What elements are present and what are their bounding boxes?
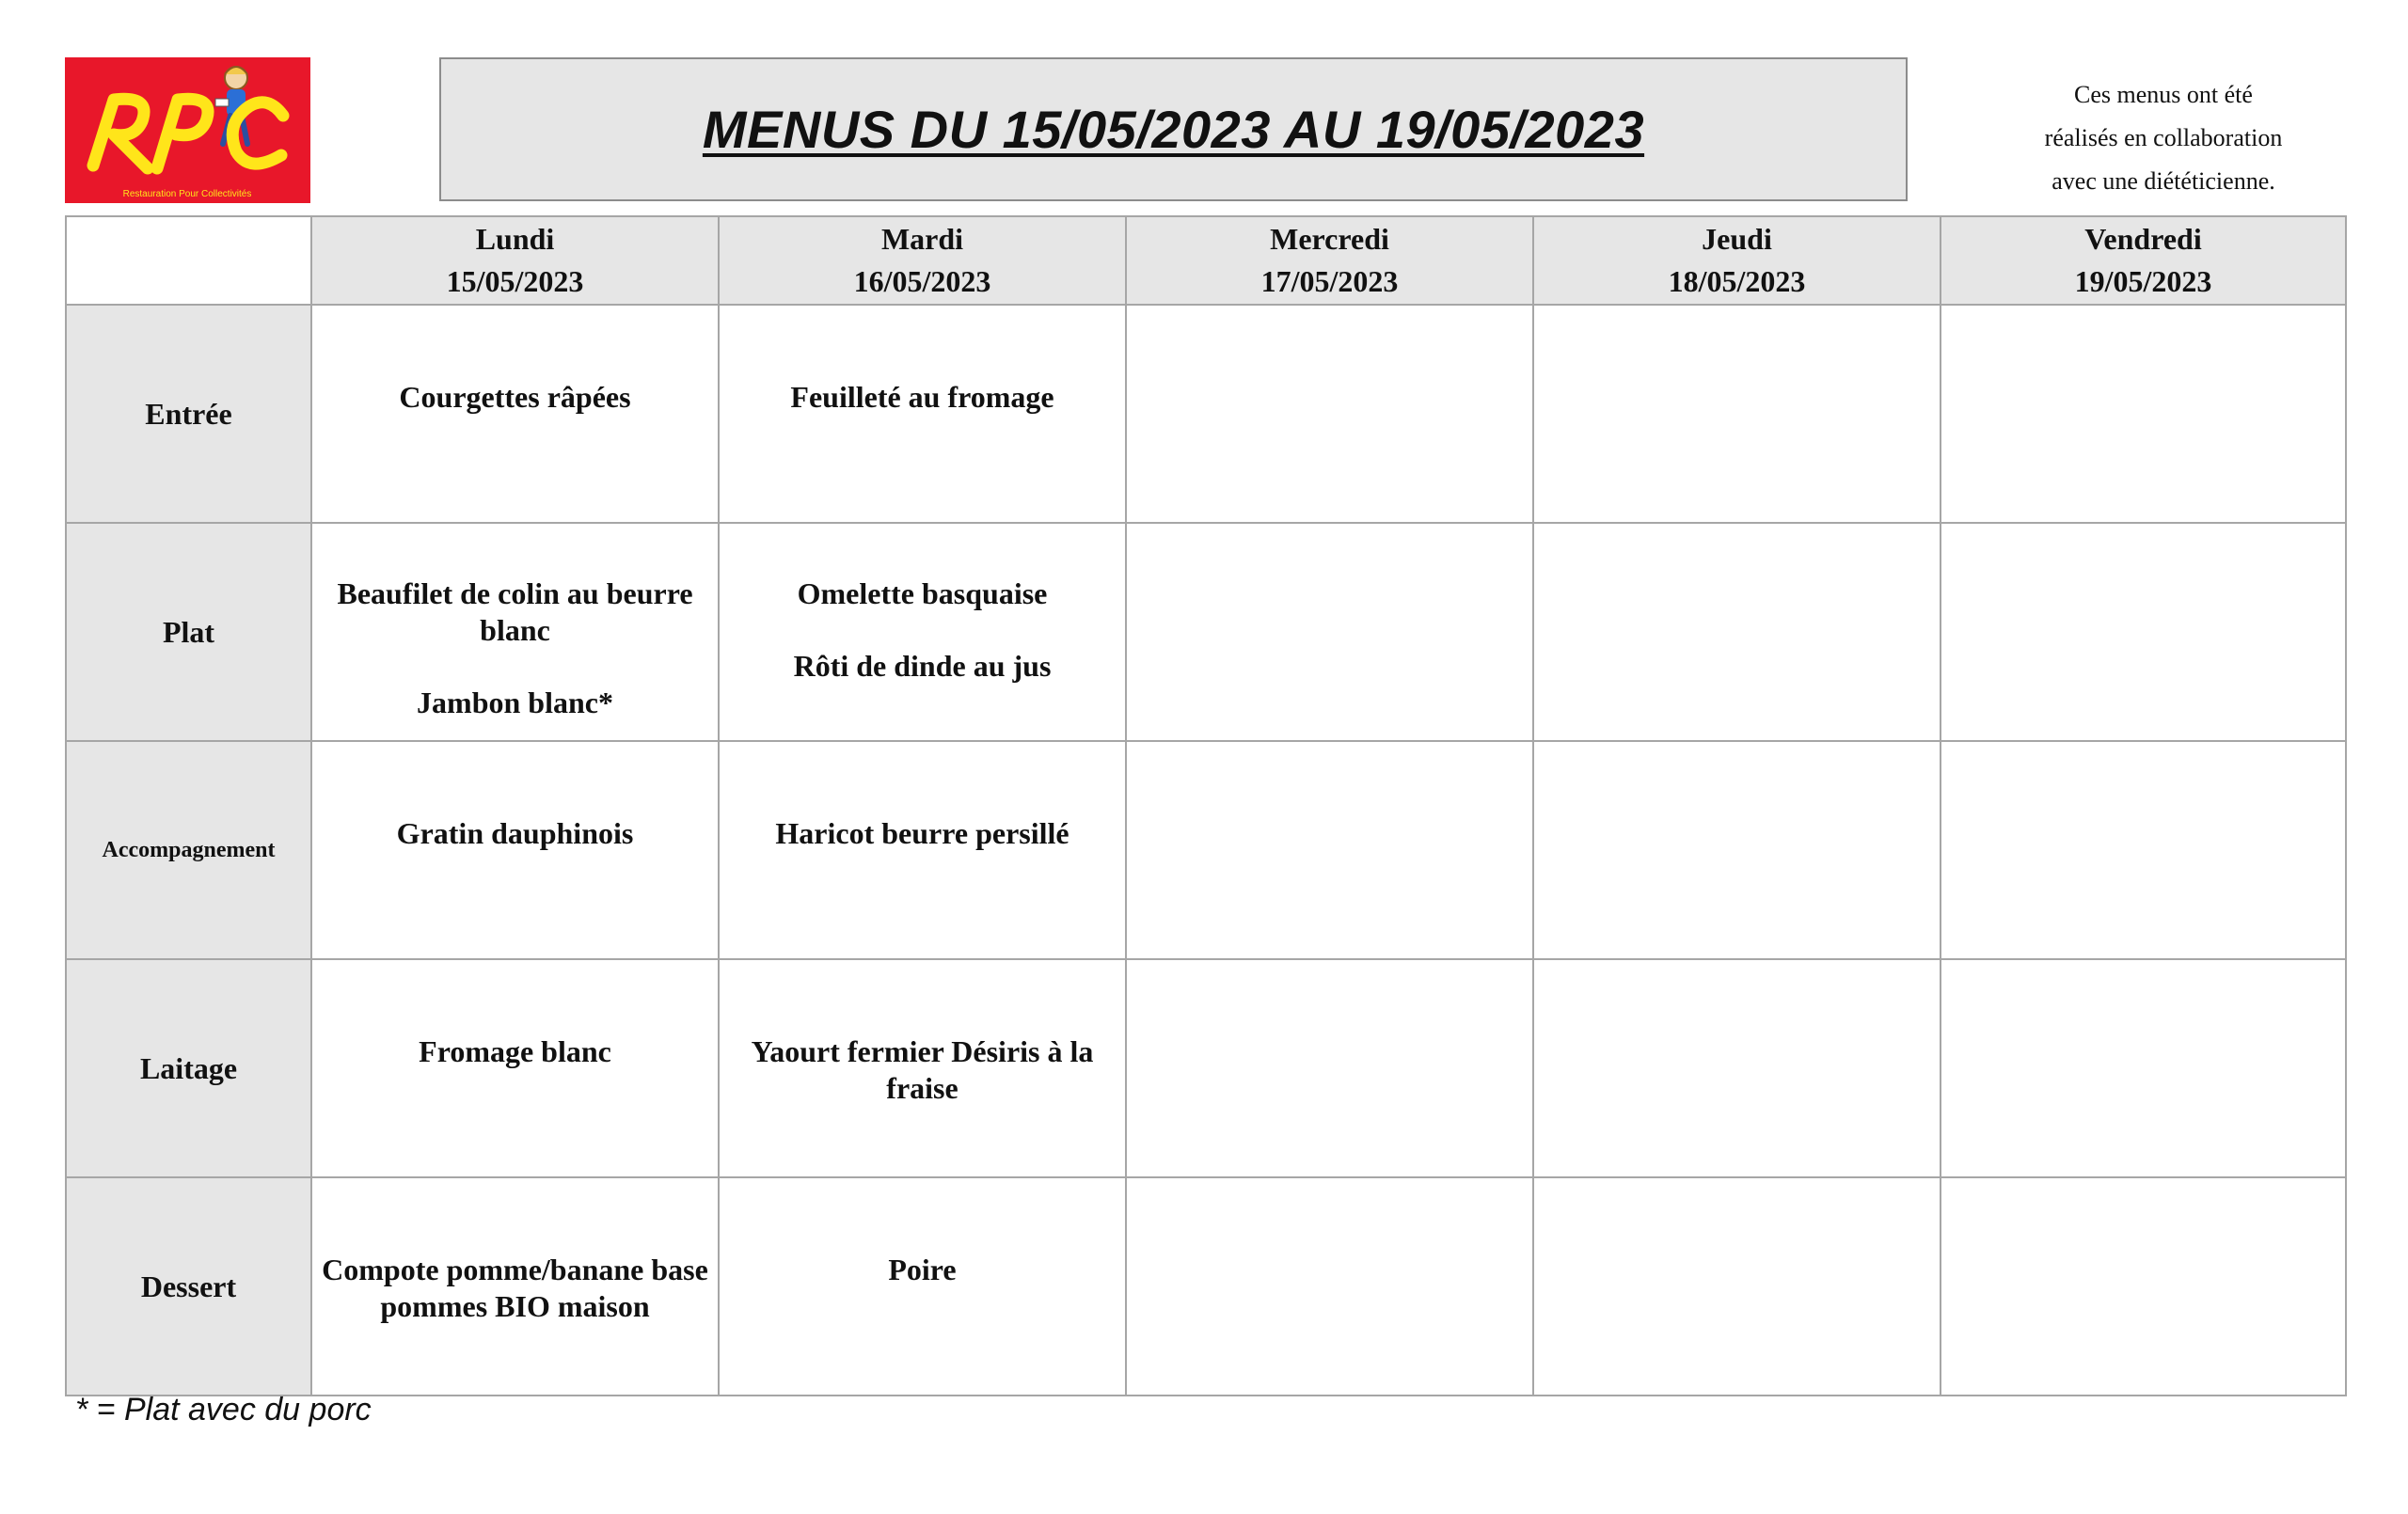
dish: Courgettes râpées [399,380,631,414]
menu-cell [1533,1177,1941,1396]
row-dessert [66,1177,2346,1396]
dish: Omelette basquaise [797,576,1048,610]
dish: Fromage blanc [419,1034,611,1068]
day-header-lundi [311,216,719,305]
menu-cell [1941,523,2346,741]
menu-cell [1533,959,1941,1177]
page-title: MENUS DU 15/05/2023 AU 19/05/2023 [702,100,1645,159]
logo-tagline: Restauration Pour Collectivités [122,189,252,199]
row-laitage [66,959,2346,1177]
dietitian-note [1956,73,2370,203]
pork-footnote: * = Plat avec du porc [75,1392,372,1427]
menu-table [65,215,2347,1396]
menu-cell [719,1177,1126,1396]
row-label: Entrée [66,305,311,523]
header-row [66,216,2346,305]
menu-cell [311,959,719,1177]
title-banner [439,57,1908,201]
menu-cell [1941,1177,2346,1396]
dish: Beaufilet de colin au beurre blanc [337,576,693,647]
row-accompagnement [66,741,2346,959]
row-label: Plat [66,523,311,741]
menu-cell [311,741,719,959]
menu-cell [311,1177,719,1396]
rpc-logo-graphic [65,57,310,203]
row-plat [66,523,2346,741]
day-date: 16/05/2023 [853,264,991,298]
menu-cell [1126,959,1533,1177]
dish: Jambon blanc* [417,686,613,719]
menu-cell [1533,523,1941,741]
day-date: 15/05/2023 [446,264,584,298]
corner-cell [66,216,311,305]
dish: Yaourt fermier Désiris à la fraise [751,1034,1094,1105]
day-date: 18/05/2023 [1668,264,1806,298]
row-label: Dessert [66,1177,311,1396]
day-name: Mercredi [1270,222,1389,256]
dish: Rôti de dinde au jus [793,649,1052,683]
menu-cell [1126,305,1533,523]
note-line: Ces menus ont été [2074,81,2253,108]
menu-cell [1533,305,1941,523]
day-header-mercredi [1126,216,1533,305]
day-header-vendredi [1941,216,2346,305]
row-label: Accompagnement [66,741,311,959]
day-name: Vendredi [2084,222,2202,256]
day-name: Mardi [880,222,964,256]
menu-cell [311,305,719,523]
menu-cell [1126,1177,1533,1396]
dish: Poire [888,1253,957,1286]
menu-cell [1126,523,1533,741]
day-name: Jeudi [1702,222,1772,256]
note-line: réalisés en collaboration [2044,124,2283,151]
day-date: 17/05/2023 [1260,264,1399,298]
dish: Feuilleté au fromage [790,380,1054,414]
dish: Compote pomme/banane base pommes BIO maison [322,1253,708,1323]
menu-cell [719,959,1126,1177]
menu-cell [311,523,719,741]
menu-cell [1533,741,1941,959]
dish: Haricot beurre persillé [775,816,1069,850]
menu-cell [1126,741,1533,959]
dish: Gratin dauphinois [396,816,634,850]
row-label: Laitage [66,959,311,1177]
rpc-logo [65,57,310,203]
day-date: 19/05/2023 [2074,264,2212,298]
menu-cell [719,523,1126,741]
note-line: avec une diététicienne. [2052,167,2275,195]
day-header-jeudi [1533,216,1941,305]
menu-cell [719,305,1126,523]
menu-cell [1941,741,2346,959]
menu-cell [719,741,1126,959]
day-name: Lundi [475,222,555,256]
day-header-mardi [719,216,1126,305]
menu-cell [1941,305,2346,523]
menu-cell [1941,959,2346,1177]
row-entree [66,305,2346,523]
